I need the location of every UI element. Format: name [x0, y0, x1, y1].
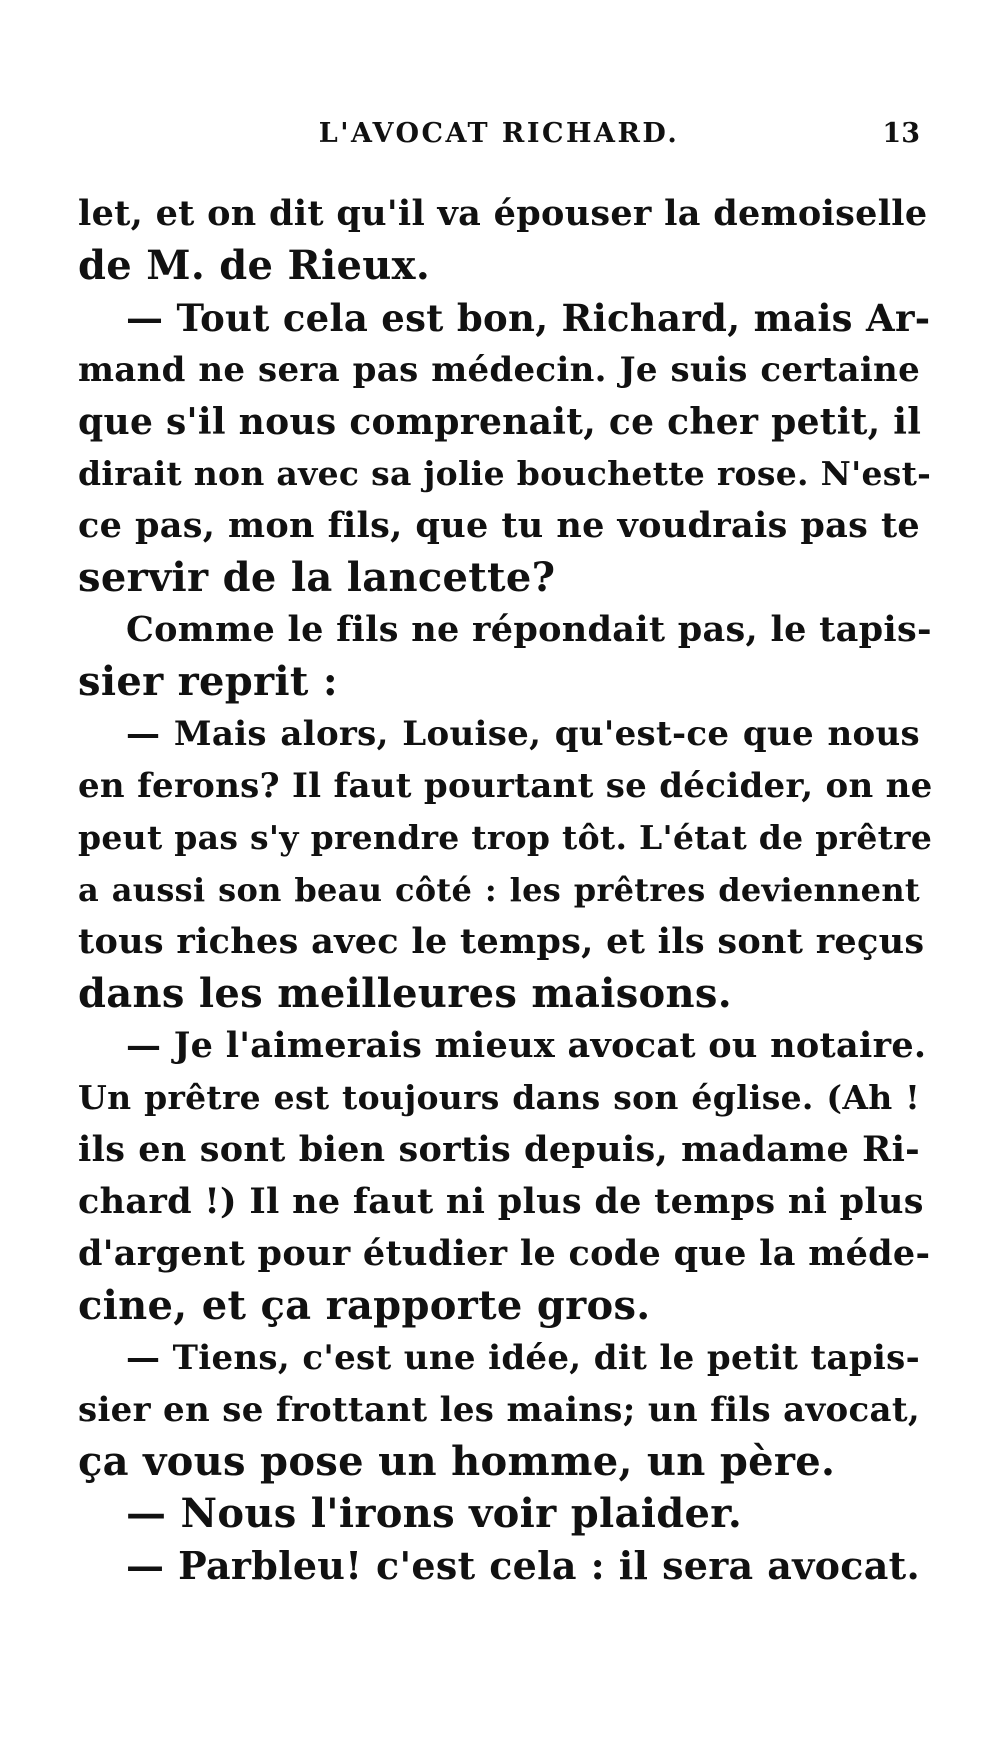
- text-line: cine, et ça rapporte gros.: [78, 1282, 651, 1329]
- text-line: — Tiens, c'est une idée, dit le petit tapis-: [126, 1338, 920, 1378]
- text-line: — Tout cela est bon, Richard, mais Ar-: [126, 296, 931, 340]
- text-line: let, et on dit qu'il va épouser la demoiselle: [78, 193, 928, 234]
- text-line: servir de la lancette?: [78, 554, 556, 601]
- text-line: a aussi son beau côté : les prêtres deviennent: [78, 871, 920, 909]
- text-line: d'argent pour étudier le code que la méde-: [78, 1233, 931, 1274]
- text-line: chard !) Il ne faut ni plus de temps ni plus: [78, 1181, 924, 1222]
- text-line: en ferons? Il faut pourtant se décider, on ne: [78, 766, 933, 806]
- text-line: que s'il nous comprenait, ce cher petit, il: [78, 401, 922, 443]
- text-line: — Je l'aimerais mieux avocat ou notaire.: [126, 1025, 927, 1066]
- text-line: sier en se frottant les mains; un fils avocat,: [78, 1390, 920, 1430]
- text-line: sier reprit :: [78, 658, 338, 705]
- text-line: ce pas, mon fils, que tu ne voudrais pas te: [78, 505, 920, 546]
- text-line: tous riches avec le temps, et ils sont reçus: [78, 921, 925, 962]
- text-line: — Nous l'irons voir plaider.: [126, 1490, 743, 1537]
- text-line: de M. de Rieux.: [78, 242, 431, 289]
- running-title: L'AVOCAT RICHARD.: [318, 118, 680, 149]
- text-line: — Parbleu! c'est cela : il sera avocat.: [126, 1543, 920, 1588]
- text-line: mand ne sera pas médecin. Je suis certaine: [78, 350, 920, 390]
- page-number: 13: [882, 118, 920, 149]
- text-line: ils en sont bien sortis depuis, madame Ri-: [78, 1129, 920, 1170]
- text-line: dans les meilleures maisons.: [78, 970, 732, 1017]
- text-line: peut pas s'y prendre trop tôt. L'état de prêtre: [78, 818, 933, 857]
- text-line: Un prêtre est toujours dans son église. (Ah !: [78, 1078, 920, 1117]
- body-text: [78, 188, 933, 1592]
- text-line: Comme le fils ne répondait pas, le tapis-: [126, 609, 932, 650]
- running-head: [78, 118, 920, 158]
- text-line: dirait non avec sa jolie bouchette rose. N'est-: [78, 454, 932, 493]
- text-line: ça vous pose un homme, un père.: [78, 1438, 836, 1485]
- text-line: — Mais alors, Louise, qu'est-ce que nous: [126, 714, 920, 754]
